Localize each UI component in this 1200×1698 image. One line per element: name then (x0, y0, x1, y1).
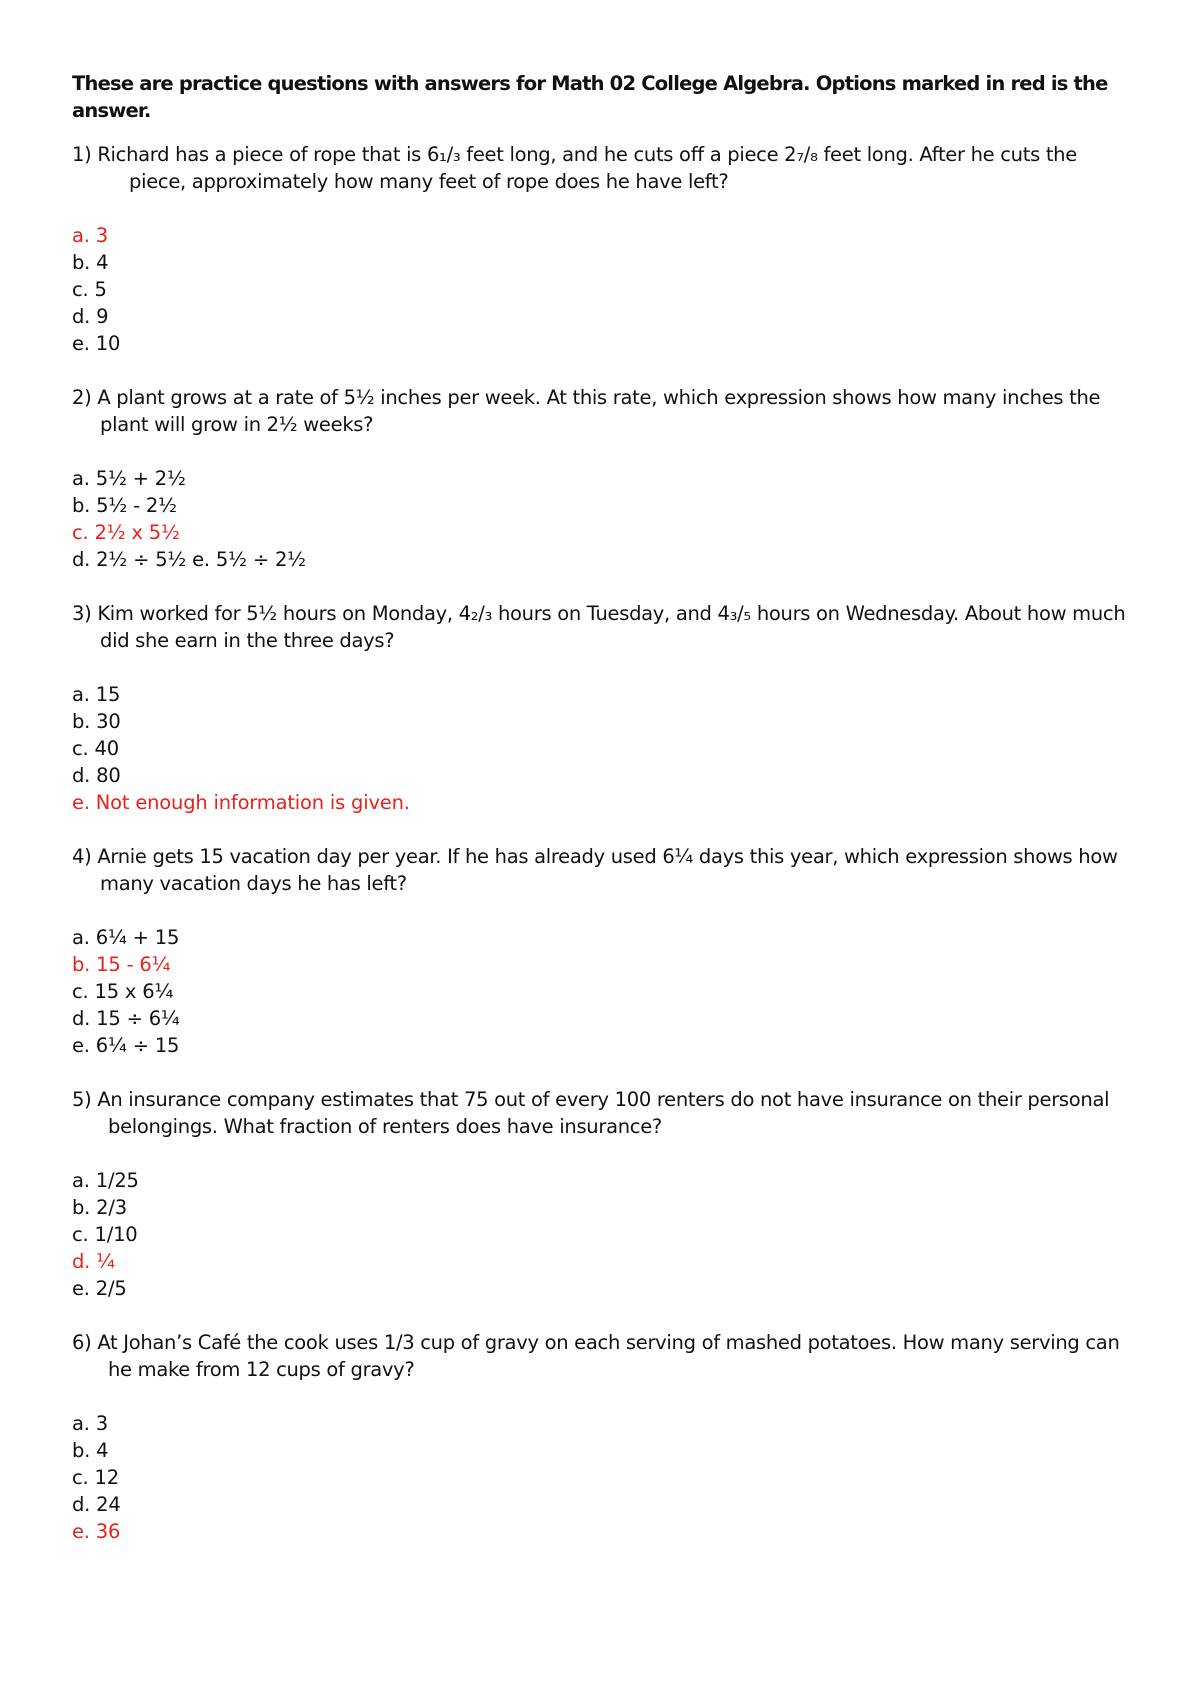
option-6e: e. 36 (72, 1520, 121, 1543)
option-2b: b. 5½ - 2½ (72, 494, 177, 517)
option-5e: e. 2/5 (72, 1277, 127, 1300)
option-4e: e. 6¼ ÷ 15 (72, 1034, 180, 1057)
option-4c: c. 15 x 6¼ (72, 980, 174, 1003)
option-1d: d. 9 (72, 305, 109, 328)
question-4: 4) Arnie gets 15 vacation day per year. If he has already used 6¼ days this year, which expression shows how many vacation days he has left? (72, 845, 1118, 895)
option-6b: b. 4 (72, 1439, 109, 1462)
option-3c: c. 40 (72, 737, 119, 760)
question-3: 3) Kim worked for 5½ hours on Monday, 4₂/₃ hours on Tuesday, and 4₃/₅ hours on Wednesday. About how much did she earn in the three days? (72, 602, 1126, 652)
option-4b: b. 15 - 6¼ (72, 953, 171, 976)
option-6c: c. 12 (72, 1466, 119, 1489)
option-5a: a. 1/25 (72, 1169, 139, 1192)
option-1e: e. 10 (72, 332, 121, 355)
option-2d: d. 2½ ÷ 5½ e. 5½ ÷ 2½ (72, 548, 306, 571)
option-1a: a. 3 (72, 224, 108, 247)
question-1: 1) Richard has a piece of rope that is 6₁/₃ feet long, and he cuts off a piece 2₇/₈ feet long. After he cuts the piece, approximately how many feet of rope does he have left? (72, 143, 1077, 193)
option-3e: e. Not enough information is given. (72, 791, 410, 814)
question-5: 5) An insurance company estimates that 75 out of every 100 renters do not have insurance on their personal belongings. What fraction of renters does have insurance? (72, 1088, 1110, 1138)
option-3a: a. 15 (72, 683, 121, 706)
intro-heading: These are practice questions with answers for Math 02 College Algebra. Options marked in red is the answer. (72, 72, 1108, 122)
option-6d: d. 24 (72, 1493, 121, 1516)
options-4 (72, 924, 1132, 1059)
option-1c: c. 5 (72, 278, 107, 301)
document-page (72, 70, 1132, 1572)
options-1 (72, 222, 1132, 357)
option-2a: a. 5½ + 2½ (72, 467, 186, 490)
options-5 (72, 1167, 1132, 1302)
option-5d: d. ¼ (72, 1250, 115, 1273)
option-5c: c. 1/10 (72, 1223, 138, 1246)
option-2c: c. 2½ x 5½ (72, 521, 180, 544)
options-3 (72, 681, 1132, 816)
option-5b: b. 2/3 (72, 1196, 127, 1219)
options-6 (72, 1410, 1132, 1545)
option-4d: d. 15 ÷ 6¼ (72, 1007, 180, 1030)
question-2: 2) A plant grows at a rate of 5½ inches per week. At this rate, which expression shows how many inches the plant will grow in 2½ weeks? (72, 386, 1101, 436)
option-4a: a. 6¼ + 15 (72, 926, 180, 949)
option-3b: b. 30 (72, 710, 121, 733)
option-1b: b. 4 (72, 251, 109, 274)
question-6: 6) At Johan’s Café the cook uses 1/3 cup of gravy on each serving of mashed potatoes. How many serving can he make from 12 cups of gravy? (72, 1331, 1120, 1381)
option-6a: a. 3 (72, 1412, 108, 1435)
option-3d: d. 80 (72, 764, 121, 787)
options-2 (72, 465, 1132, 573)
